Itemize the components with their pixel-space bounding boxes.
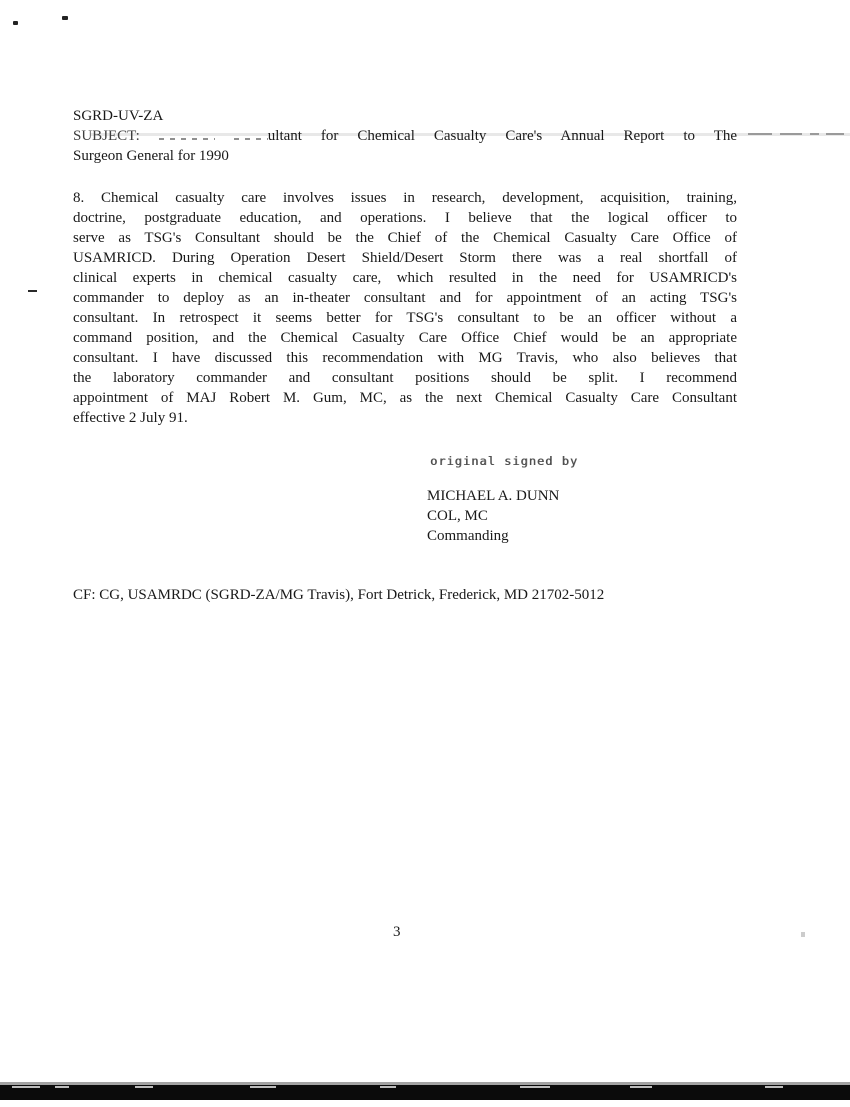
scan-streak-dash xyxy=(826,133,844,135)
paragraph-line: effective 2 July 91. xyxy=(73,410,188,426)
paragraph-line: commander to deploy as an in-theater consultant and for appointment of an acting TSG's xyxy=(73,290,737,306)
signature-block xyxy=(427,486,707,546)
subject-text: ultant for Chemical Casualty Care's Annual Report to The xyxy=(267,128,738,144)
scan-streak-dash xyxy=(780,133,802,135)
scan-bar-speck xyxy=(520,1086,550,1088)
scan-bar-speck xyxy=(380,1086,396,1088)
scan-bar-speck xyxy=(630,1086,652,1088)
faded-text-artifact xyxy=(234,130,268,140)
paragraph-line: consultant. I have discussed this recommendation with MG Travis, who also believes that xyxy=(73,350,737,366)
page-number: 3 xyxy=(393,924,401,940)
paragraph-8 xyxy=(73,188,737,428)
scan-bar-speck xyxy=(12,1086,40,1088)
paragraph-line: command position, and the Chemical Casualty Care Office Chief would be an appropriate xyxy=(73,330,737,346)
subject-wrap-line: Surgeon General for 1990 xyxy=(73,148,229,164)
scan-streak-dash xyxy=(810,133,819,135)
memo-header xyxy=(73,106,737,166)
paragraph-line: the laboratory commander and consultant positions should be split. I recommend xyxy=(73,370,737,386)
paragraph-line: appointment of MAJ Robert M. Gum, MC, as the next Chemical Casualty Care Consultant xyxy=(73,390,737,406)
paragraph-line: 8. Chemical casualty care involves issues in research, development, acquisition, training, xyxy=(73,190,737,206)
paragraph-line: USAMRICD. During Operation Desert Shield/Desert Storm there was a real shortfall of xyxy=(73,250,737,266)
scan-speck xyxy=(62,16,68,20)
scan-speck xyxy=(801,932,805,937)
paragraph-line: doctrine, postgraduate education, and operations. I believe that the logical officer to xyxy=(73,210,737,226)
subject-label: SUBJECT: xyxy=(73,128,140,144)
scan-black-bar xyxy=(0,1085,850,1100)
subject-line xyxy=(73,126,737,146)
paragraph-line: clinical experts in chemical casualty care, which resulted in the need for USAMRICD's xyxy=(73,270,737,286)
faded-text-artifact xyxy=(159,130,215,140)
scan-bar-speck xyxy=(250,1086,276,1088)
margin-dash-mark xyxy=(28,290,37,292)
scan-bar-speck xyxy=(765,1086,783,1088)
signer-rank: COL, MC xyxy=(427,508,488,524)
paragraph-line: consultant. In retrospect it seems better for TSG's consultant to be an officer without a xyxy=(73,310,737,326)
paragraph-line: serve as TSG's Consultant should be the Chief of the Chemical Casualty Care Office of xyxy=(73,230,737,246)
scan-streak-dash xyxy=(748,133,772,135)
office-symbol: SGRD-UV-ZA xyxy=(73,108,164,124)
cf-distribution-line: CF: CG, USAMRDC (SGRD-ZA/MG Travis), Fort Detrick, Frederick, MD 21702-5012 xyxy=(73,587,605,603)
signer-title: Commanding xyxy=(427,528,509,544)
original-signed-stamp: original signed by xyxy=(430,454,579,468)
scan-bar-speck xyxy=(55,1086,69,1088)
scan-bar-speck xyxy=(135,1086,153,1088)
signer-name: MICHAEL A. DUNN xyxy=(427,488,560,504)
scan-speck xyxy=(13,21,18,25)
